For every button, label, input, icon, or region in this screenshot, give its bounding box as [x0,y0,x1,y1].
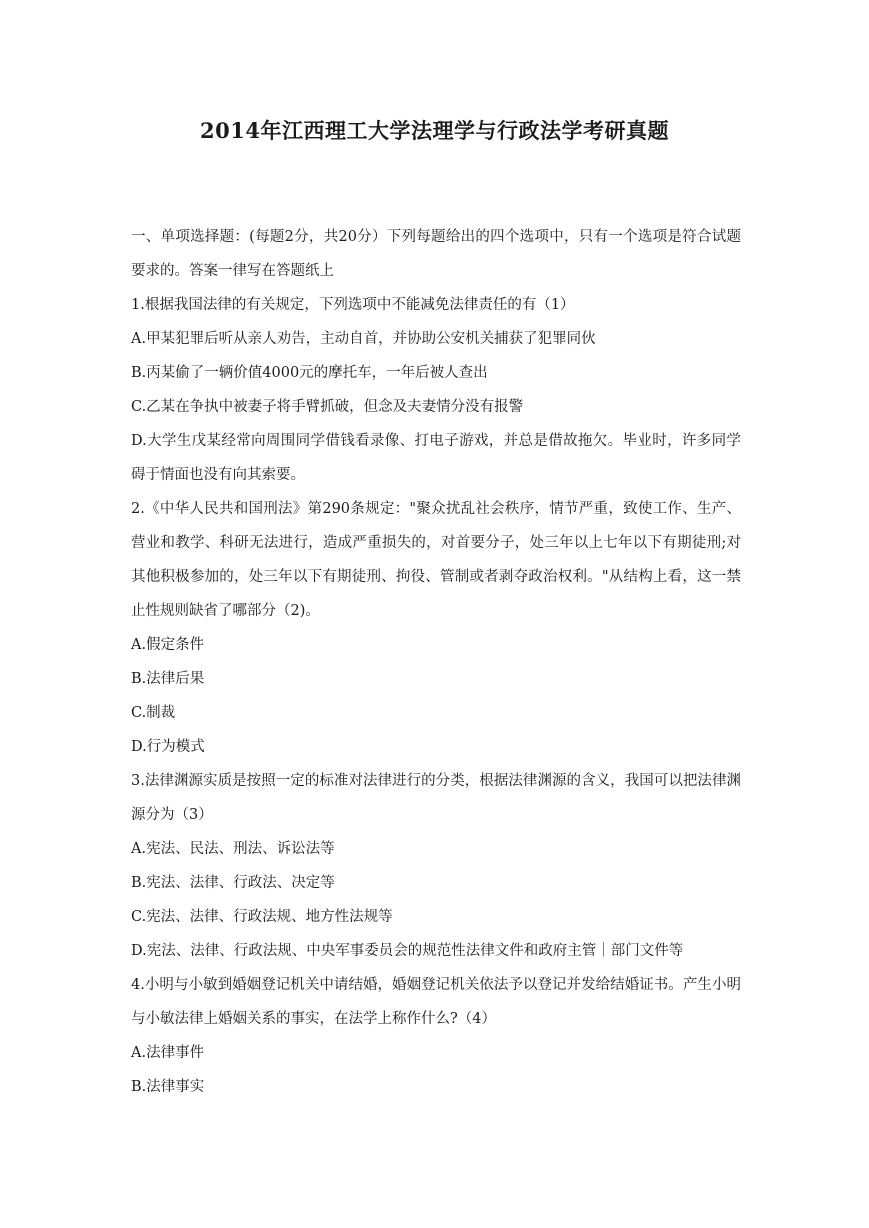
document-body [131,220,741,1104]
option: A.甲某犯罪后听从亲人劝告，主动自首，并协助公安机关捕获了犯罪同伙 [131,331,596,347]
option: A.法律事件 [131,1045,205,1061]
option: B.法律后果 [131,671,205,687]
option: B.法律事实 [131,1079,205,1095]
option: A.假定条件 [131,637,205,653]
section-heading: 一、单项选择题：(每题2分，共20分）下列每题给出的四个选项中，只有一个选项是符合试题要求的。答案一律写在答题纸上 [131,229,741,279]
question-stem: 3.法律渊源实质是按照一定的标准对法律进行的分类，根据法律渊源的含义，我国可以把法律渊源分为（3） [131,773,741,823]
question-stem: 2.《中华人民共和国刑法》第290条规定："聚众扰乱社会秩序，情节严重，致使工作、生产、营业和教学、科研无法进行，造成严重损失的，对首要分子，处三年以上七年以下有期徒刑;对其他积极参加的，处三年以下有期徒刑、拘役、管制或者剥夺政治权利。"从结构上看，这一禁止性规则缺省了哪部分（2)。 [131,501,741,619]
option: A.宪法、民法、刑法、诉讼法等 [131,841,335,857]
option: D.宪法、法律、行政法规、中央军事委员会的规范性法律文件和政府主管｜部门文件等 [131,943,684,959]
option: B.丙某偷了一辆价值4000元的摩托车，一年后被人查出 [131,365,488,381]
option: B.宪法、法律、行政法、决定等 [131,875,335,891]
option: D.行为模式 [131,739,205,755]
option: C.制裁 [131,705,176,721]
option: C.宪法、法律、行政法规、地方性法规等 [131,909,393,925]
document-title: 2014年江西理工大学法理学与行政法学考研真题 [200,118,669,143]
option: C.乙某在争执中被妻子将手臂抓破，但念及夫妻情分没有报警 [131,399,524,415]
question-stem: 1.根据我国法律的有关规定，下列选项中不能减免法律责任的有（1） [131,297,575,313]
question-stem: 4.小明与小敏到婚姻登记机关中请结婚，婚姻登记机关依法予以登记并发给结婚证书。产生小明与小敏法律上婚姻关系的事实，在法学上称作什么?（4） [131,977,741,1027]
option: D.大学生戊某经常向周围同学借钱看录像、打电子游戏，并总是借故拖欠。毕业时，许多同学碍于情面也没有向其索要。 [131,433,741,483]
